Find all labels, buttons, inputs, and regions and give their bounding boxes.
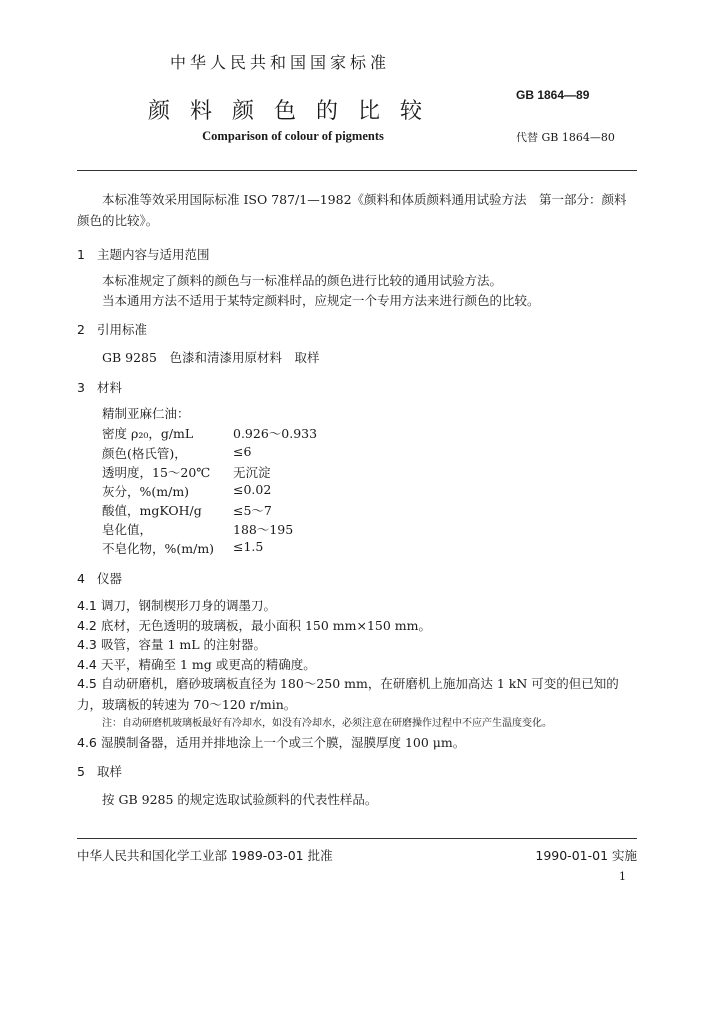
apparatus-item — [77, 673, 637, 715]
section-3-heading — [77, 378, 122, 396]
item-number: 4.1 — [77, 598, 97, 613]
section-5-paragraph: 按 GB 9285 的规定选取试验颜料的代表性样品。 — [102, 792, 378, 807]
apparatus-item — [77, 732, 637, 753]
footer-divider — [77, 838, 637, 839]
section-4-heading — [77, 569, 122, 587]
item-number: 4.2 — [77, 618, 97, 633]
property-value: ≤0.02 — [233, 482, 272, 497]
property-label: 密度 ρ₂₀，g/mL — [102, 426, 194, 441]
property-label: 颜色(格氏管)， — [102, 446, 187, 461]
standard-number: GB 1864—89 — [516, 88, 590, 102]
section-number: 3 — [77, 380, 85, 395]
property-value: ≤6 — [233, 444, 252, 459]
property-value: 无沉淀 — [233, 465, 271, 480]
section-number: 5 — [77, 764, 85, 779]
property-label: 酸值，mgKOH/g — [102, 503, 202, 518]
section-number: 1 — [77, 247, 85, 262]
section-5-heading — [77, 762, 122, 780]
property-value: ≤5～7 — [233, 503, 272, 518]
document-title: 颜料颜色的比较 — [147, 99, 442, 124]
section-2-heading — [77, 320, 147, 338]
section-number: 2 — [77, 322, 85, 337]
intro-paragraph: 本标准等效采用国际标准 ISO 787/1—1982《颜料和体质颜料通用试验方法 第一部分：颜料颜色的比较》。 — [77, 192, 627, 228]
replaces-note: 代替 GB 1864—80 — [516, 131, 615, 144]
property-label: 皂化值， — [102, 522, 153, 537]
apparatus-item — [77, 615, 637, 636]
item-text: 天平，精确至 1 mg 或更高的精确度。 — [100, 657, 316, 672]
property-label: 不皂化物，%(m/m) — [102, 541, 215, 556]
item-number: 4.4 — [77, 657, 97, 672]
referenced-standard: GB 9285 色漆和清漆用原材料 取样 — [102, 350, 320, 365]
item-number: 4.6 — [77, 735, 97, 750]
section-1-paragraph-1: 本标准规定了颜料的颜色与一标准样品的颜色进行比较的通用试验方法。 — [102, 273, 503, 288]
item-number: 4.3 — [77, 637, 97, 652]
apparatus-item — [77, 654, 637, 675]
property-value: 0.926～0.933 — [233, 426, 318, 441]
section-1-heading — [77, 245, 210, 263]
property-value: 188～195 — [233, 522, 294, 537]
item-text: 自动研磨机，磨砂玻璃板直径为 180～250 mm，在研磨机上施加高达 1 kN 可变的但已知的力，玻璃板的转速为 70～120 r/min。 — [77, 676, 619, 712]
property-label: 透明度，15～20℃ — [102, 465, 211, 480]
apparatus-item — [77, 595, 637, 616]
apparatus-note: 注：自动研磨机玻璃板最好有冷却水，如没有冷却水，必须注意在研磨操作过程中不应产生温度变化。 — [102, 718, 552, 729]
section-title: 仪器 — [97, 571, 123, 586]
section-number: 4 — [77, 571, 85, 586]
document-subtitle: Comparison of colour of pigments — [202, 129, 384, 143]
section-1-paragraph-2: 当本通用方法不适用于某特定颜料时，应规定一个专用方法来进行颜色的比较。 — [102, 293, 540, 308]
header-divider — [77, 170, 637, 171]
implementation-date: 1990-01-01 实施 — [535, 848, 637, 863]
item-text: 吸管，容量 1 mL 的注射器。 — [100, 637, 267, 652]
item-number: 4.5 — [77, 676, 97, 691]
page-number: 1 — [619, 870, 626, 883]
standard-title: 中华人民共和国国家标准 — [169, 53, 390, 72]
apparatus-item — [77, 634, 637, 655]
section-title: 引用标准 — [97, 322, 148, 337]
approval-info: 中华人民共和国化学工业部 1989-03-01 批准 — [77, 848, 333, 863]
item-text: 湿膜制备器，适用并排地涂上一个或三个膜，湿膜厚度 100 μm。 — [100, 735, 466, 750]
section-title: 主题内容与适用范围 — [97, 247, 210, 262]
section-title: 材料 — [97, 380, 123, 395]
property-label: 灰分，%(m/m) — [102, 484, 190, 499]
section-title: 取样 — [97, 764, 123, 779]
item-text: 调刀，钢制楔形刀身的调墨刀。 — [100, 598, 276, 613]
property-value: ≤1.5 — [233, 539, 264, 554]
item-text: 底材，无色透明的玻璃板，最小面积 150 mm×150 mm。 — [100, 618, 432, 633]
material-name: 精制亚麻仁油： — [102, 406, 190, 421]
